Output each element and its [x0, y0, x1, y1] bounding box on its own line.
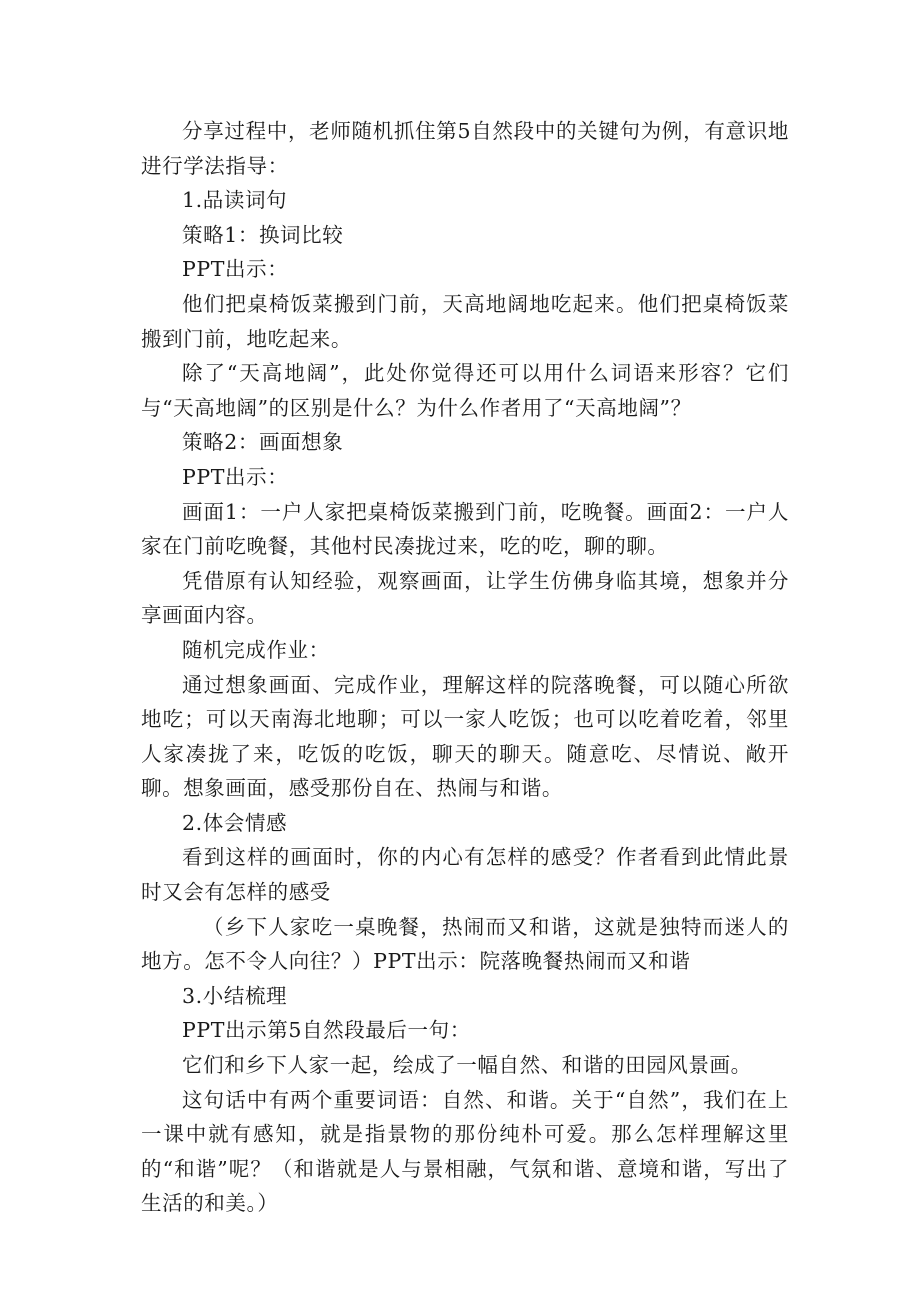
heading-1: 1.品读词句	[182, 188, 288, 213]
paragraph-imagine: 凭借原有认知经验，观察画面，让学生仿佛身临其境，想象并分享画面内容。	[141, 568, 789, 628]
ppt-pictures: 画面1：一户人家把桌椅饭菜搬到门前，吃晚餐。画面2：一户人家在门前吃晚餐，其他村民凑拢过来，吃的吃，聊的聊。	[141, 499, 789, 559]
ppt-label-3: PPT出示第5自然段最后一句：	[182, 1018, 471, 1043]
ppt-sentence-3: 它们和乡下人家一起，绘成了一幅自然、和谐的田园风景画。	[182, 1053, 752, 1078]
heading-3: 3.小结梳理	[182, 983, 288, 1008]
question-1: 除了“天高地阔”，此处你觉得还可以用什么词语来形容？它们与“天高地阔”的区别是什么？为什么作者用了“天高地阔”？	[141, 361, 789, 420]
question-2: 看到这样的画面时，你的内心有怎样的感受？作者看到此情此景时又会有怎样的感受	[141, 845, 789, 905]
ppt-label-2: PPT出示：	[182, 464, 289, 489]
paragraph-answer: （乡下人家吃一桌晚餐，热闹而又和谐，这就是独特而迷人的地方。怎不令人向往？）PPT出示：院落晚餐热闹而又和谐	[141, 914, 789, 974]
paragraph-intro: 分享过程中，老师随机抓住第5自然段中的关键句为例，有意识地进行学法指导：	[141, 119, 789, 178]
homework-label: 随机完成作业：	[182, 637, 330, 662]
heading-2: 2.体会情感	[182, 810, 288, 835]
ppt-sentence-1: 他们把桌椅饭菜搬到门前，天高地阔地吃起来。他们把桌椅饭菜搬到门前，地吃起来。	[141, 291, 789, 351]
ppt-label-1: PPT出示：	[182, 257, 289, 282]
paragraph-homework: 通过想象画面、完成作业，理解这样的院落晚餐，可以随心所欲地吃；可以天南海北地聊；可以一家人吃饭；也可以吃着吃着，邻里人家凑拢了来，吃饭的吃饭，聊天的聊天。随意吃、尽情说、敞开聊。想象画面，感受那份自在、热闹与和谐。	[141, 672, 789, 801]
strategy-1: 策略1：换词比较	[182, 222, 344, 247]
paragraph-summary: 这句话中有两个重要词语：自然、和谐。关于“自然”，我们在上一课中就有感知，就是指景物的那份纯朴可爱。那么怎样理解这里的“和谐”呢？（和谐就是人与景相融，气氛和谐、意境和谐，写出了生活的和美。）	[141, 1087, 789, 1216]
strategy-2: 策略2：画面想象	[182, 430, 344, 455]
document-page	[141, 114, 789, 1221]
